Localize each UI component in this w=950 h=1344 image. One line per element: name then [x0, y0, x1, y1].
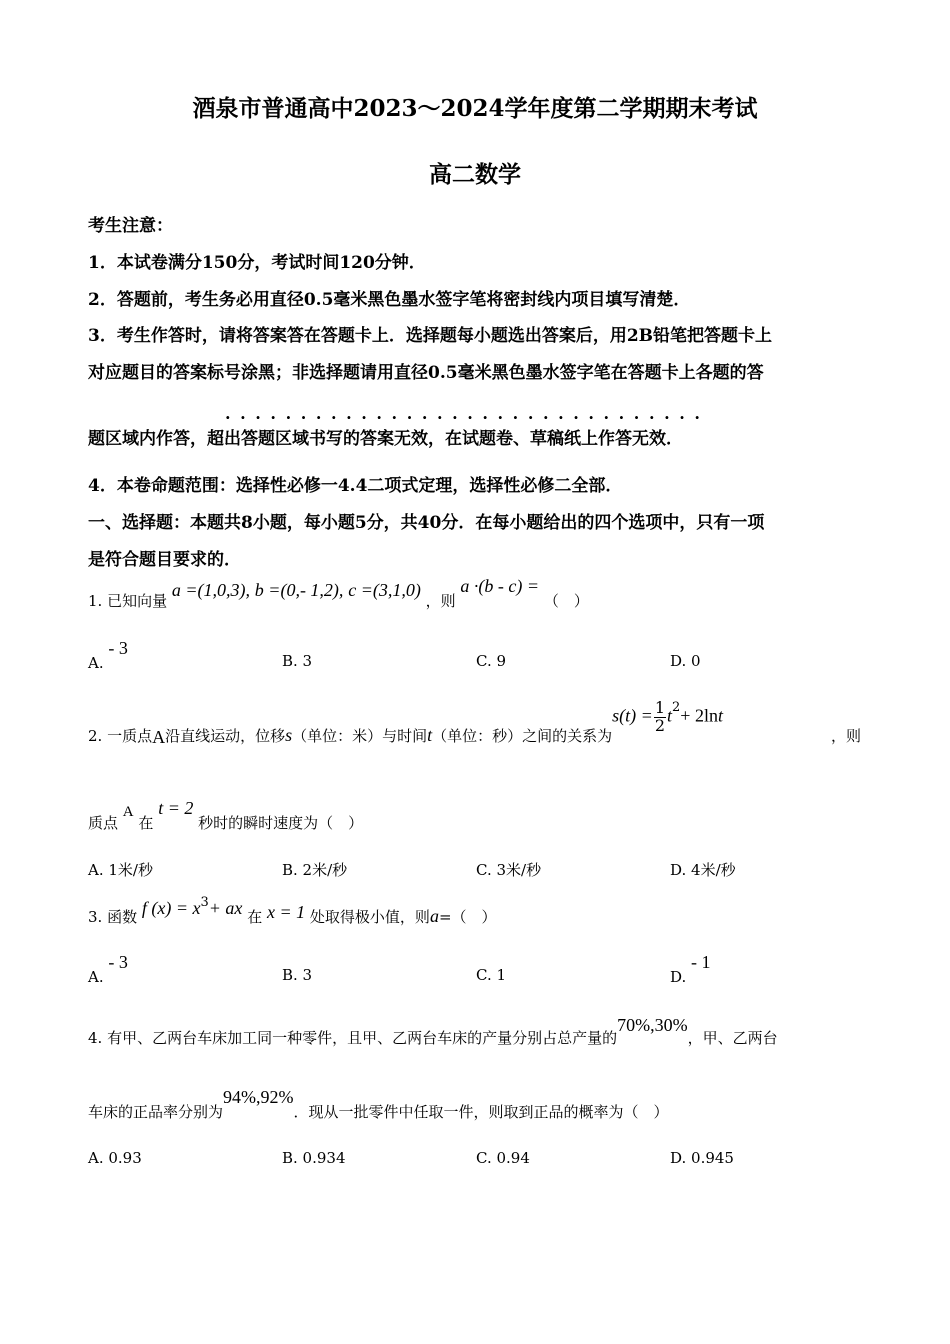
q4-option-a: A. 0.93 — [88, 1149, 142, 1167]
q3-condition: x = 1 — [267, 902, 306, 922]
q1-option-b: B. 3 — [282, 652, 313, 670]
question-3: 3. 函数 f (x) = x3+ ax 在 x = 1 处取得极小值，则a=（ ） — [88, 895, 497, 926]
question-4: 4. 有甲、乙两台车床加工同一种零件，且甲、乙两台车床的产量分别占总产量的70%,30%，甲、乙两台 — [88, 1015, 778, 1047]
q4-quality-rate: 94%,92% — [223, 1087, 294, 1107]
q1-expression: a ·(b - c) = — [460, 576, 540, 596]
q1-option-a: A. - 3 — [88, 638, 128, 672]
q4-option-d: D. 0.945 — [670, 1149, 734, 1167]
notice-item-3-line2: 对应题目的答案标号涂黑；非选择题请用直径0.5毫米黑色墨水签字笔在答题卡上各题的答 — [88, 363, 764, 383]
q2-then: ，则 — [831, 727, 862, 745]
q2-formula: s(t) = $\frac{1}{2}$ t2+ 2lnt — [612, 698, 723, 735]
q1-option-d: D. 0 — [670, 652, 701, 670]
q1-option-c: C. 9 — [476, 652, 507, 670]
q4-option-b: B. 0.934 — [282, 1149, 346, 1167]
q3-option-d: D. - 1 — [670, 952, 711, 986]
exam-subject: 高二数学 — [429, 161, 521, 188]
question-2: 2. 一质点A沿直线运动，位移s（单位：米）与时间t（单位：秒）之间的关系为s(t) = $\frac{1}{2}$ t2+ 2lnt — [88, 698, 723, 747]
exam-title: 酒泉市普通高中2023～2024学年度第二学期期末考试 — [192, 95, 758, 122]
q2-option-b: B. 2米/秒 — [282, 861, 348, 879]
q1-option-a-value: - 3 — [108, 638, 128, 658]
notice-item-3-line3: 题区域内作答，超出答题区域书写的答案无效，在试题卷、草稿纸上作答无效． — [88, 429, 683, 449]
q4-option-c: C. 0.94 — [476, 1149, 530, 1167]
q4-production-share: 70%,30% — [617, 1015, 688, 1035]
q2-var-t: t — [427, 725, 433, 745]
notice-item-4: 4．本卷命题范围：选择性必修一4.4二项式定理，选择性必修二全部． — [88, 476, 623, 496]
notice-item-3-line1: 3．考生作答时，请将答案答在答题卡上．选择题每小题选出答案后，用2B铅笔把答题卡上 — [88, 326, 773, 346]
q1-vector-a: a =(1,0,3), — [171, 580, 251, 600]
q3-var-a: a — [429, 906, 439, 926]
q1-then: ，则 — [425, 592, 456, 610]
q2-condition: t = 2 — [158, 798, 194, 818]
q1-prefix: 1. 已知向量 — [88, 592, 168, 610]
question-2-line2: 质点 A 在 t = 2 秒时的瞬时速度为（ ） — [88, 798, 364, 832]
q2-option-a: A. 1米/秒 — [88, 861, 153, 879]
q1-answer-paren: （ ） — [543, 592, 589, 610]
q1-vector-c: c =(3,1,0) — [348, 580, 421, 600]
question-1 — [88, 576, 589, 611]
emphasis-dots: · · · · · · · · · · · · · · · · · · · · · · · · · · · · · · · · — [225, 408, 702, 427]
notice-item-1: 1．本试卷满分150分，考试时间120分钟． — [88, 253, 426, 273]
section-heading-line1: 一、选择题：本题共8小题，每小题5分，共40分．在每小题给出的四个选项中，只有一项 — [88, 513, 765, 533]
q3-function: f (x) = x — [141, 898, 201, 918]
q2-var-a: A — [152, 727, 166, 747]
notice-item-2: 2．答题前，考生务必用直径0.5毫米黑色墨水签字笔将密封线内项目填写清楚． — [88, 290, 691, 310]
q2-fraction: $\frac{1}{2}$ — [654, 698, 665, 735]
section-heading-line2: 是符合题目要求的． — [88, 550, 241, 570]
q3-option-b: B. 3 — [282, 966, 313, 984]
question-4-line2: 车床的正品率分别为94%,92%．现从一批零件中任取一件，则取到正品的概率为（ ） — [88, 1087, 669, 1121]
q2-option-c: C. 3米/秒 — [476, 861, 542, 879]
notice-heading: 考生注意： — [88, 216, 173, 236]
q1-vector-b: b =(0,- 1,2), — [254, 580, 344, 600]
q3-option-a: A. - 3 — [88, 952, 128, 986]
q2-var-s: s — [285, 725, 293, 745]
q2-option-d: D. 4米/秒 — [670, 861, 736, 879]
q3-option-c: C. 1 — [476, 966, 507, 984]
